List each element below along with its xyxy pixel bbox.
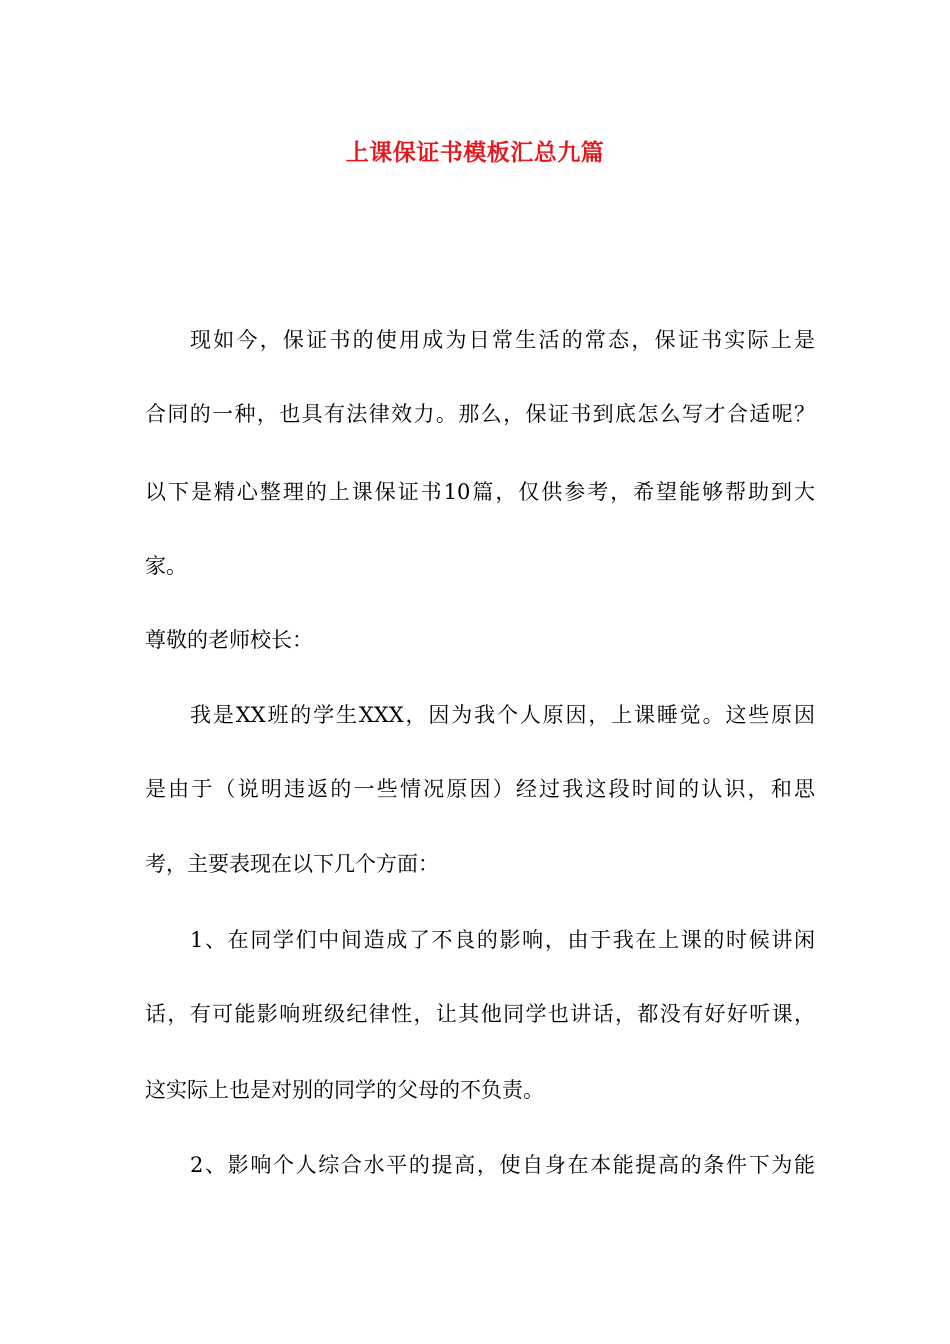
paragraph-line: 考，主要表现在以下几个方面： xyxy=(145,852,439,876)
paragraph-line: 合同的一种，也具有法律效力。那么，保证书到底怎么写才合适呢？ xyxy=(145,402,815,426)
paragraph-line: 我是XX班的学生XXX，因为我个人原因，上课睡觉。这些原因 xyxy=(190,703,815,727)
list-item-line: 1、在同学们中间造成了不良的影响，由于我在上课的时候讲闲 xyxy=(190,928,815,952)
document-title: 上课保证书模板汇总九篇 xyxy=(345,139,605,166)
list-item-line: 这实际上也是对别的同学的父母的不负责。 xyxy=(145,1078,544,1102)
paragraph-line: 以下是精心整理的上课保证书10篇，仅供参考，希望能够帮助到大 xyxy=(145,480,815,504)
salutation: 尊敬的老师校长： xyxy=(145,628,313,652)
paragraph-line: 家。 xyxy=(145,554,187,578)
paragraph-line: 是由于（说明违返的一些情况原因）经过我这段时间的认识，和思 xyxy=(145,777,815,801)
paragraph-line: 现如今，保证书的使用成为日常生活的常态，保证书实际上是 xyxy=(190,328,815,352)
list-item-line: 话，有可能影响班级纪律性，让其他同学也讲话，都没有好好听课， xyxy=(145,1002,815,1026)
list-item-line: 2、影响个人综合水平的提高，使自身在本能提高的条件下为能 xyxy=(190,1153,815,1177)
